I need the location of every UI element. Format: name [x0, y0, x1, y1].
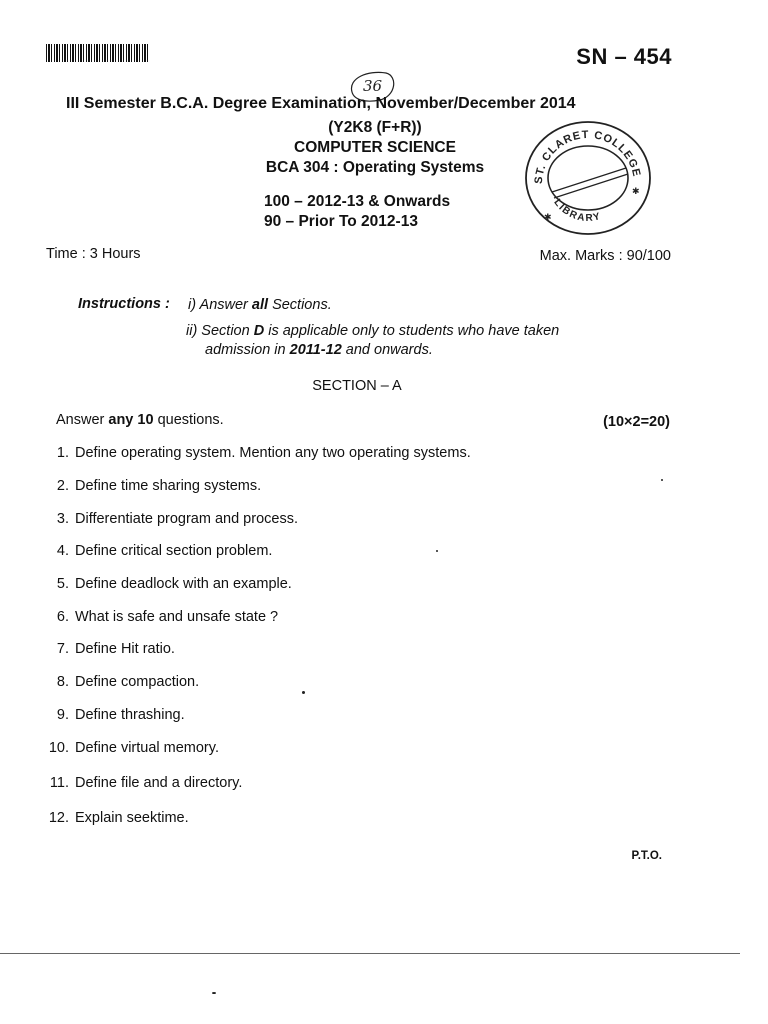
question-item — [42, 543, 602, 559]
svg-text:✱: ✱ — [544, 212, 552, 222]
question-text: Explain seektime. — [75, 810, 189, 826]
stamp-bottom-text: LIBRARY — [551, 197, 603, 225]
instruction-2-line2-prefix: admission in — [205, 342, 290, 358]
question-text: Define operating system. Mention any two operating systems. — [75, 445, 471, 461]
barcode — [46, 44, 148, 62]
svg-text:✱: ✱ — [632, 186, 640, 196]
max-marks: Max. Marks : 90/100 — [539, 248, 671, 264]
instruction-1 — [188, 297, 332, 313]
instruction-2-line2 — [205, 342, 433, 358]
question-item — [42, 576, 602, 592]
question-text: Define Hit ratio. — [75, 641, 175, 657]
question-item — [42, 674, 602, 690]
question-text: Define file and a directory. — [75, 775, 243, 791]
question-number: 5. — [56, 576, 69, 592]
instructions-label: Instructions : — [78, 296, 170, 312]
svg-text:ST. CLARET COLLEGE — [533, 129, 643, 184]
handwritten-number: 36 — [363, 77, 383, 95]
instruction-1-suffix: Sections. — [268, 297, 332, 313]
question-text: Define compaction. — [75, 674, 200, 690]
section-score: (10×2=20) — [603, 414, 670, 430]
question-number: 10. — [48, 740, 69, 756]
question-item — [42, 609, 602, 625]
section-title: SECTION – A — [312, 378, 402, 394]
question-item — [42, 511, 602, 527]
question-item — [42, 707, 602, 723]
exam-title: III Semester B.C.A. Degree Examination, November/December 2014 — [66, 95, 576, 112]
section-instruction — [56, 412, 224, 428]
question-text: Define critical section problem. — [75, 543, 273, 559]
question-item — [42, 641, 602, 657]
instruction-2-line2-suffix: and onwards. — [341, 342, 433, 358]
question-number: 11. — [49, 775, 69, 791]
question-number: 12. — [48, 810, 69, 826]
instruction-2 — [186, 323, 559, 339]
marks-scheme-old: 90 – Prior To 2012-13 — [264, 213, 418, 230]
question-text: Define time sharing systems. — [75, 478, 262, 494]
exam-time: Time : 3 Hours — [46, 246, 141, 262]
library-stamp — [522, 118, 654, 238]
instruction-2-prefix: ii) Section — [186, 323, 254, 339]
question-text: Define virtual memory. — [75, 740, 219, 756]
subject-title: COMPUTER SCIENCE — [294, 139, 456, 156]
question-number: 4. — [56, 543, 69, 559]
question-text: What is safe and unsafe state ? — [75, 609, 279, 625]
instruction-2-emphasis: D — [253, 323, 265, 339]
question-number: 7. — [56, 641, 69, 657]
section-instruction-emphasis: any 10 — [108, 412, 154, 428]
scan-speck — [436, 550, 438, 552]
question-number: 2. — [56, 478, 69, 494]
section-instruction-prefix: Answer — [56, 412, 109, 428]
marks-scheme-new: 100 – 2012-13 & Onwards — [264, 193, 451, 210]
svg-text:LIBRARY — [551, 197, 602, 224]
instruction-1-emphasis: all — [251, 297, 269, 313]
question-item — [42, 445, 602, 461]
question-item — [42, 740, 602, 756]
section-instruction-suffix: questions. — [153, 412, 224, 428]
question-item — [42, 478, 602, 494]
question-text: Define deadlock with an example. — [75, 576, 292, 592]
scan-speck — [212, 992, 216, 994]
question-number: 1. — [56, 445, 69, 461]
paper-title: BCA 304 : Operating Systems — [265, 159, 485, 176]
question-number: 9. — [56, 707, 69, 723]
instruction-1-prefix: i) Answer — [188, 297, 252, 313]
question-number: 8. — [56, 674, 69, 690]
stamp-text: ST. CLARET COLLEGE — [532, 128, 643, 185]
instruction-2-line2-emphasis: 2011-12 — [289, 342, 342, 358]
paper-code: SN – 454 — [576, 44, 672, 69]
scan-speck — [661, 479, 663, 481]
page-turn-note: P.T.O. — [631, 850, 662, 862]
question-item — [42, 810, 602, 826]
question-text: Differentiate program and process. — [75, 511, 298, 527]
question-text: Define thrashing. — [75, 707, 185, 723]
question-number: 6. — [56, 609, 69, 625]
page-divider — [0, 953, 740, 954]
question-item — [42, 775, 602, 791]
instruction-2-text: is applicable only to students who have taken — [264, 323, 560, 339]
question-number: 3. — [56, 511, 69, 527]
scan-speck — [302, 691, 305, 694]
exam-scheme: (Y2K8 (F+R)) — [328, 119, 422, 136]
